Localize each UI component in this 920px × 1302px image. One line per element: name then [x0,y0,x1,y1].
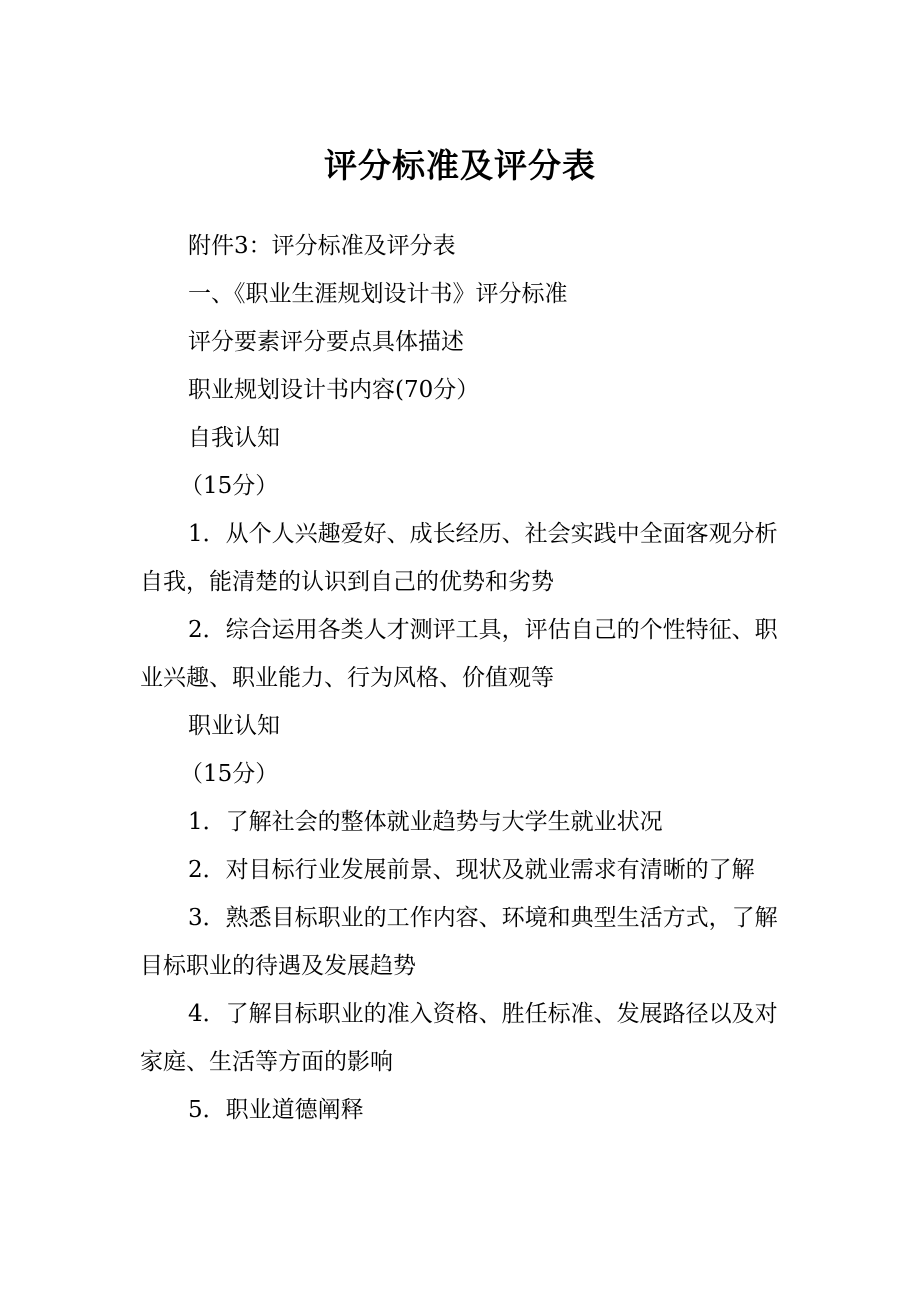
paragraph-self-awareness-item-2: 2．综合运用各类人才测评工具，评估自己的个性特征、职业兴趣、职业能力、行为风格、价值观等 [140,617,778,691]
paragraph-career-awareness: 职业认知 [188,713,280,739]
paragraph-career-item-4: 4．了解目标职业的准入资格、胜任标准、发展路径以及对家庭、生活等方面的影响 [140,1001,778,1075]
paragraph-content-category: 职业规划设计书内容(70分） [188,377,480,403]
paragraph-attachment-heading: 附件3：评分标准及评分表 [188,233,456,259]
paragraph-career-awareness-score: （15分） [180,761,279,787]
paragraph-self-awareness-score: （15分） [180,473,279,499]
paragraph-self-awareness: 自我认知 [188,425,280,451]
paragraph-career-item-1: 1．了解社会的整体就业趋势与大学生就业状况 [188,809,663,835]
document-title: 评分标准及评分表 [324,146,596,185]
paragraph-career-item-2: 2．对目标行业发展前景、现状及就业需求有清晰的了解 [188,857,755,883]
paragraph-section-heading: 一、《职业生涯规划设计书》评分标准 [188,281,568,307]
paragraph-career-item-5: 5．职业道德阐释 [188,1097,364,1123]
paragraph-self-awareness-item-1: 1．从个人兴趣爱好、成长经历、社会实践中全面客观分析自我，能清楚的认识到自己的优势和劣势 [140,521,778,595]
paragraph-column-headers: 评分要素评分要点具体描述 [188,329,464,355]
document-body [140,222,790,1134]
paragraph-career-item-3: 3．熟悉目标职业的工作内容、环境和典型生活方式，了解目标职业的待遇及发展趋势 [140,905,778,979]
